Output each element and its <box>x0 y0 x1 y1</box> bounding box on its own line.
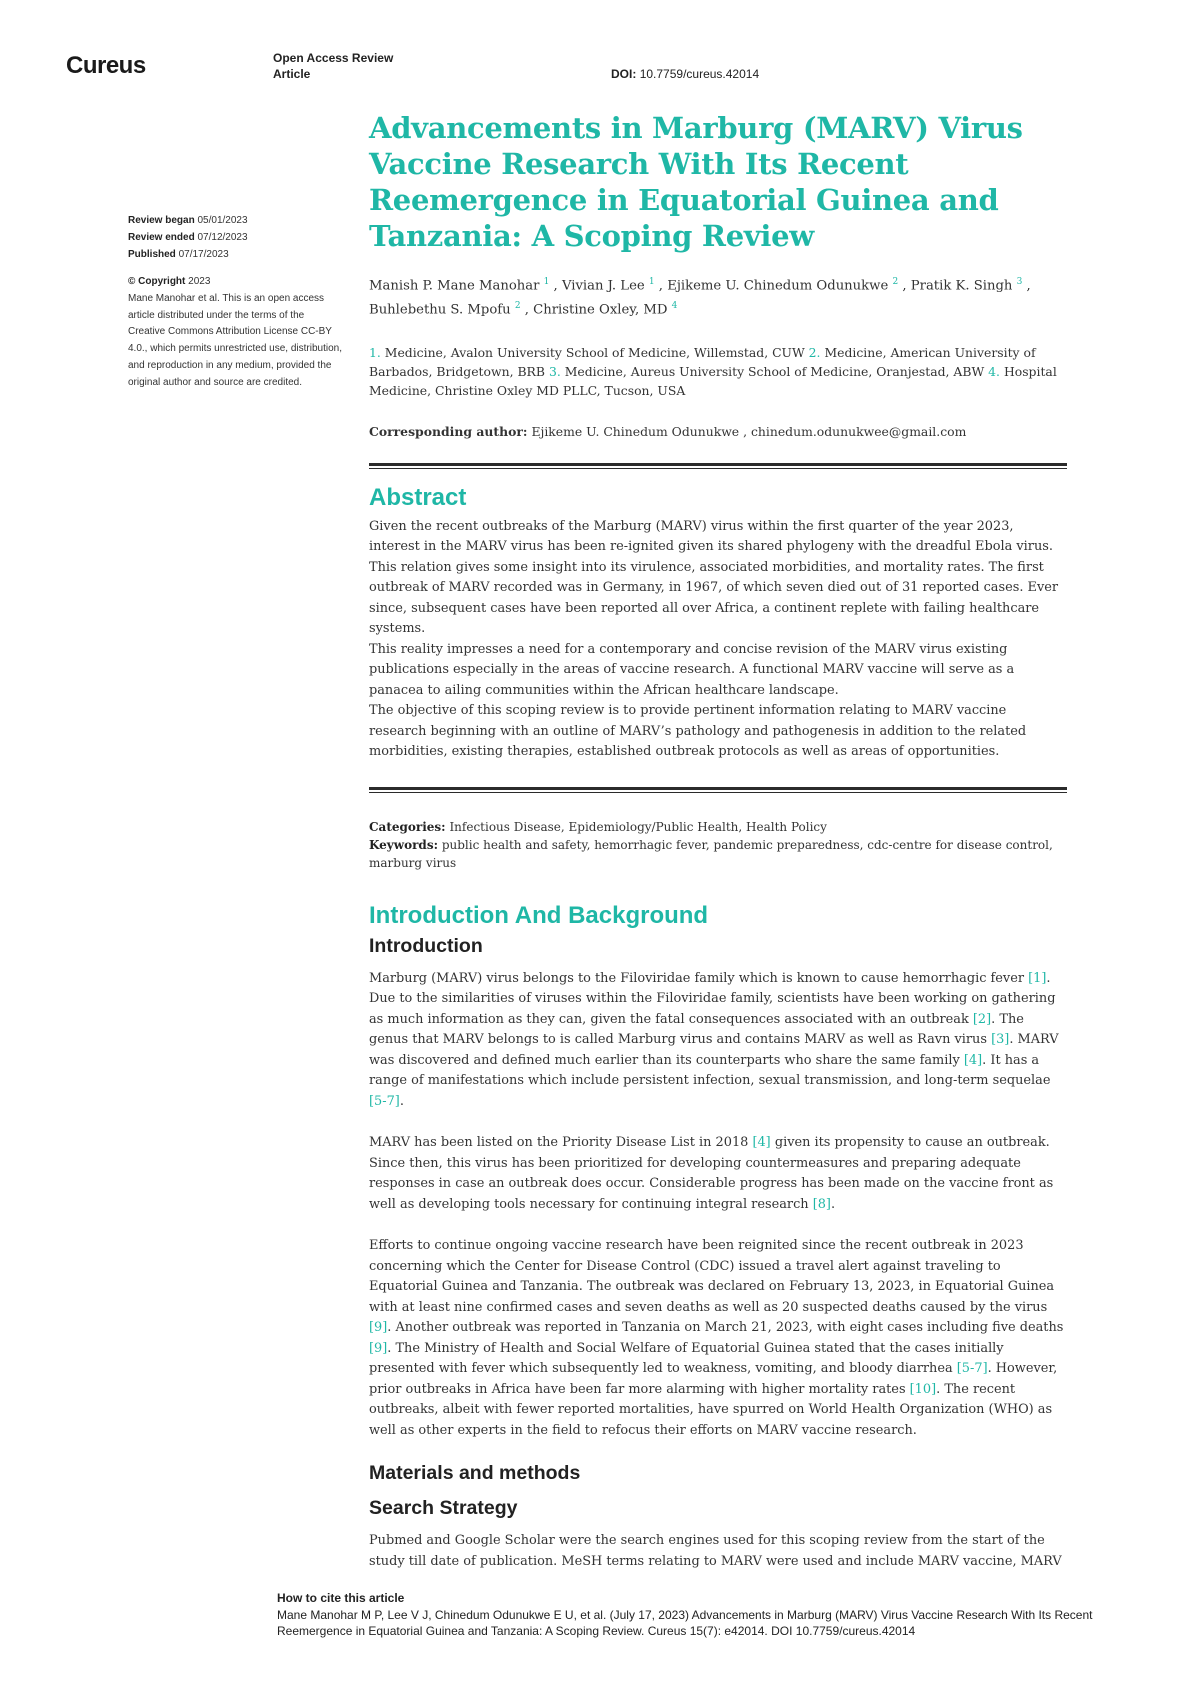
intro-paragraph-3: Efforts to continue ongoing vaccine research have been reignited since the recent outbreak in 2023 concerning which the Center for Disease Control (CDC) issued a travel alert against traveling to Equatorial Guinea and Tanzania. The outbreak was declared on February 13, 2023, in Equatorial Guinea with at least nine confirmed cases and seven deaths as well as 20 suspected deaths caused by the virus [9]. Another outbreak was reported in Tanzania on March 21, 2023, with eight cases including five deaths [9]. The Ministry of Health and Social Welfare of Equatorial Guinea stated that the cases initially presented with fever which subsequently led to weakness, vomiting, and bloody diarrhea [5-7]. However, prior outbreaks in Africa have been far more alarming with higher mortality rates [10]. The recent outbreaks, albeit with fewer reported mortalities, have spurred on World Health Organization (WHO) as well as other experts in the field to refocus their efforts on MARV vaccine research. <box>369 1238 1064 1438</box>
abstract-heading: Abstract <box>369 483 467 511</box>
section-divider <box>369 787 1067 793</box>
intro-paragraph-1: Marburg (MARV) virus belongs to the Filoviridae family which is known to cause hemorrhagic fever [1]. Due to the similarities of viruses within the Filoviridae family, scientists have been working on gathering as much information as they can, given the fatal consequences associated with an outbreak [2]. The genus that MARV belongs to is called Marburg virus and contains MARV as well as Ravn virus [3]. MARV was discovered and defined much earlier than its counterparts who share the same family [4]. It has a range of manifestations which include persistent infection, sexual transmission, and long-term sequelae [5-7]. <box>369 970 1059 1109</box>
how-to-cite <box>277 1590 1157 1640</box>
review-ended <box>128 229 338 246</box>
corresponding-label: Corresponding author: <box>369 423 528 439</box>
copyright-notice <box>128 274 343 392</box>
article-meta <box>369 818 1067 873</box>
review-began-date: 05/01/2023 <box>197 215 248 226</box>
article-main <box>369 110 1067 1572</box>
published-label: Published <box>128 249 176 260</box>
affiliation-number: 2. <box>808 344 825 360</box>
author-affiliation-ref[interactable]: 2 <box>892 277 899 287</box>
abstract-paragraph: This reality impresses a need for a contemporary and concise revision of the MARV virus existing publications especially in the areas of vaccine research. A functional MARV vaccine will serve as a panacea to ailing communities within the African healthcare landscape. <box>369 641 1015 698</box>
categories-label: Categories: <box>369 819 446 834</box>
reference-link[interactable]: [10] <box>909 1381 937 1397</box>
author-affiliation-ref[interactable]: 1 <box>543 277 550 287</box>
affiliation-text: Medicine, Aureus University School of Medicine, Oranjestad, ABW <box>564 363 989 379</box>
article-type <box>273 50 423 82</box>
reference-link[interactable]: [9] <box>369 1320 388 1336</box>
cureus-logo[interactable]: Cureus <box>66 52 146 79</box>
copyright-year: 2023 <box>188 276 211 287</box>
author-name[interactable]: Pratik K. Singh <box>910 278 1017 294</box>
corresponding-author <box>369 422 1067 441</box>
cite-text: Mane Manohar M P, Lee V J, Chinedum Odunukwe E U, et al. (July 17, 2023) Advancements in Marburg (MARV) Virus Vaccine Research With Its Recent Reemergence in Equatorial Guinea and Tanzania: A Scoping Review. Cureus 15(7): e42014. DOI 10.7759/cureus.42014 <box>277 1607 1093 1638</box>
review-dates <box>128 212 338 263</box>
keywords <box>369 836 1067 873</box>
reference-link[interactable]: [4] <box>752 1135 771 1151</box>
affiliation-number: 4. <box>988 363 1004 379</box>
published <box>128 246 338 263</box>
materials-methods-heading: Materials and methods <box>369 1462 581 1485</box>
reference-link[interactable]: [1] <box>1028 970 1047 986</box>
author-list: Manish P. Mane Manohar $^1$ , Vivian J. Lee $^1$ , Ejikeme U. Chinedum Odunukwe $^2$ , Pratik K. Singh $^3$ , Buhlebethu S. Mpofu $^2$ , Christine Oxley, MD $^4$ <box>369 277 1031 318</box>
abstract-body <box>369 517 1067 763</box>
search-strategy-heading: Search Strategy <box>369 1497 518 1520</box>
keywords-text: public health and safety, hemorrhagic fever, pandemic preparedness, cdc-centre for disease control, marburg virus <box>369 838 1053 871</box>
search-strategy-paragraph: Pubmed and Google Scholar were the search engines used for this scoping review from the start of the study till date of publication. MeSH terms relating to MARV were used and include MARV vaccine, MARV <box>369 1533 1062 1569</box>
copyright-heading <box>128 274 343 291</box>
author-name[interactable]: Manish P. Mane Manohar <box>369 278 544 294</box>
article-type-line1: Open Access Review <box>273 51 394 65</box>
author-affiliation-ref[interactable]: 4 <box>671 301 678 312</box>
affiliation-text: Hospital Medicine, Christine Oxley MD PLLC, Tucson, USA <box>369 363 1057 398</box>
author-name[interactable]: Christine Oxley, MD <box>533 302 672 318</box>
categories <box>369 818 1067 836</box>
cite-heading: How to cite this article <box>277 1591 405 1605</box>
abstract-paragraph: Given the recent outbreaks of the Marburg (MARV) virus within the first quarter of the year 2023, interest in the MARV virus has been re-ignited given its shared phylogeny with the dreadful Ebola virus. This relation gives some insight into its virulence, associated morbidities, and mortality rates. The first outbreak of MARV recorded was in Germany, in 1967, of which seven died out of 31 reported cases. Ever since, subsequent cases have been reported all over Africa, a continent replete with failing healthcare systems. <box>369 518 1059 637</box>
reference-link[interactable]: [9] <box>369 1340 388 1356</box>
doi <box>611 67 759 81</box>
corresponding-text: Ejikeme U. Chinedum Odunukwe , chinedum.odunukwee@gmail.com <box>531 423 967 439</box>
author-affiliation-ref[interactable]: 2 <box>514 301 521 312</box>
review-ended-date: 07/12/2023 <box>197 232 248 243</box>
article-type-line2: Article <box>273 67 311 81</box>
affiliation-text: Medicine, Avalon University School of Medicine, Willemstad, CUW <box>384 344 809 360</box>
author-affiliation-ref[interactable]: 3 <box>1016 277 1023 287</box>
reference-link[interactable]: [3] <box>991 1032 1010 1048</box>
copyright-label: © Copyright <box>128 276 186 287</box>
affiliation-number: 3. <box>548 363 565 379</box>
published-date: 07/17/2023 <box>178 249 229 260</box>
review-ended-label: Review ended <box>128 232 195 243</box>
reference-link[interactable]: [2] <box>972 1011 992 1027</box>
affiliation-text: Medicine, American University of Barbados, Bridgetown, BRB <box>369 344 1036 379</box>
author-affiliation-ref[interactable]: 1 <box>648 277 655 287</box>
categories-text: Infectious Disease, Epidemiology/Public Health, Health Policy <box>449 819 827 834</box>
review-began-label: Review began <box>128 215 195 226</box>
keywords-label: Keywords: <box>369 838 439 853</box>
author-name[interactable]: Vivian J. Lee <box>561 278 649 294</box>
reference-link[interactable]: [5-7] <box>369 1093 400 1109</box>
doi-link[interactable]: 10.7759/cureus.42014 <box>639 67 760 81</box>
reference-link[interactable]: [4] <box>963 1052 983 1068</box>
article-title: Advancements in Marburg (MARV) Virus Vaccine Research With Its Recent Reemergence in Equatorial Guinea and Tanzania: A Scoping Review <box>369 111 1023 253</box>
intro-paragraph-2: MARV has been listed on the Priority Disease List in 2018 [4] given its propensity to cause an outbreak. Since then, this virus has been prioritized for developing countermeasures and preparing adequate responses in case an outbreak does occur. Considerable progress has been made on the vaccine front as well as developing tools necessary for continuing integral research [8]. <box>369 1135 1054 1212</box>
doi-label: DOI: <box>611 67 637 81</box>
introduction-heading: Introduction And Background <box>369 901 709 929</box>
introduction-subheading: Introduction <box>369 934 483 957</box>
section-divider <box>369 463 1067 469</box>
copyright-text: Mane Manohar et al. This is an open access article distributed under the terms of the Creative Commons Attribution License CC-BY 4.0., which permits unrestricted use, distribution, and reproduction in any medium, provided the original author and source are credited. <box>128 292 342 388</box>
affiliation-number: 1. <box>369 344 385 360</box>
affiliation-list <box>369 343 1067 400</box>
reference-link[interactable]: [5-7] <box>956 1361 988 1377</box>
author-name[interactable]: Buhlebethu S. Mpofu <box>369 302 515 318</box>
reference-link[interactable]: [8] <box>812 1196 831 1212</box>
author-name[interactable]: Ejikeme U. Chinedum Odunukwe <box>667 278 893 294</box>
abstract-paragraph: The objective of this scoping review is to provide pertinent information relating to MARV vaccine research beginning with an outline of MARV’s pathology and pathogenesis in addition to the related morbidities, existing therapies, established outbreak protocols as well as areas of opportunities. <box>369 703 1027 760</box>
review-began <box>128 212 338 229</box>
